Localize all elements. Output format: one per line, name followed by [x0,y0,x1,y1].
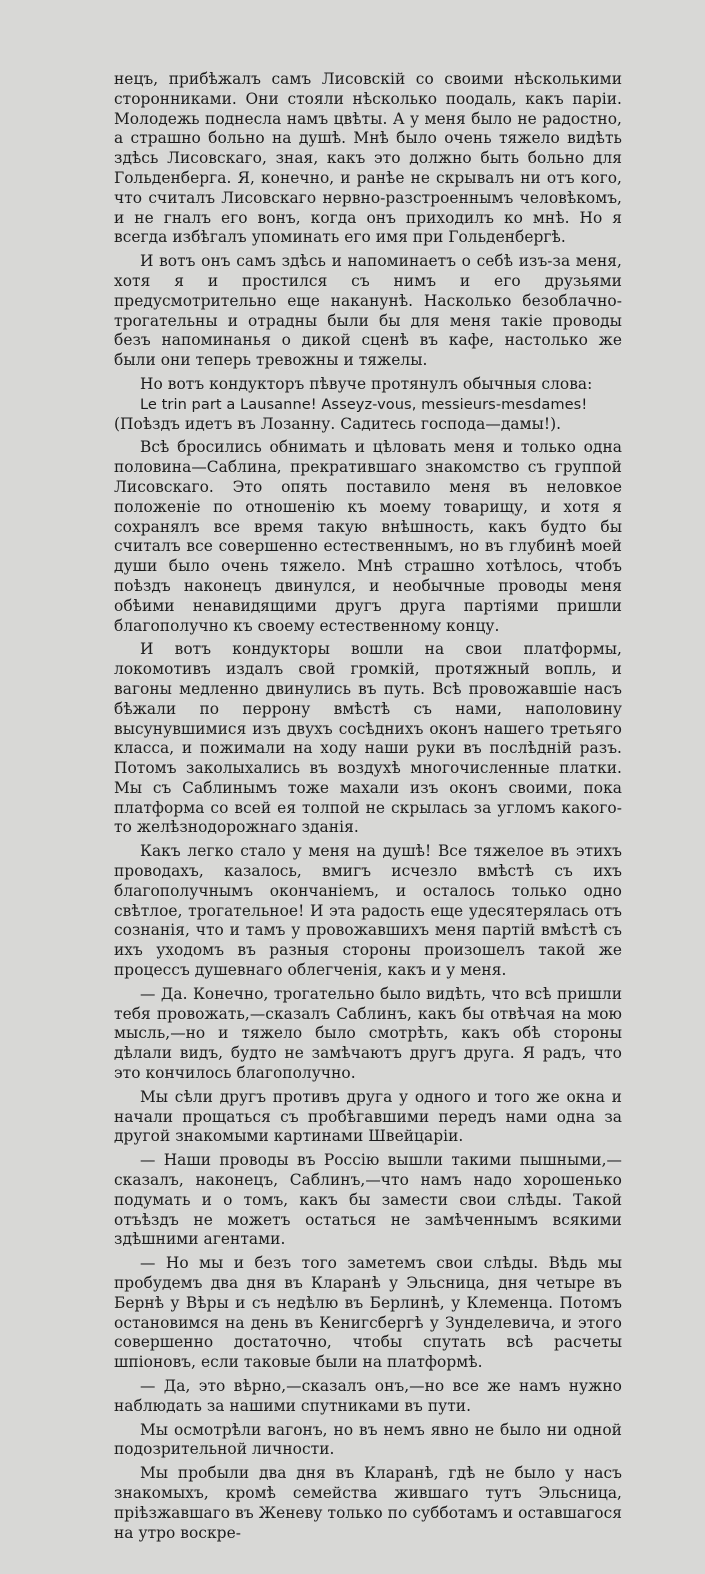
paragraph: Мы осмотрѣли вагонъ, но въ немъ явно не было ни одной подозрительной личности. [114,1420,622,1459]
page-text [114,70,622,1547]
paragraph: Мы пробыли два дня въ Кларанѣ, гдѣ не было у насъ знакомыхъ, кромѣ семейства жившаго тутъ Эльсница, пріѣзжавшаго въ Женеву только по субботамъ и оставшагося на утро воскре- [114,1464,622,1542]
translation-line: (Поѣздъ идетъ въ Лозанну. Садитесь господа—дамы!). [114,414,562,433]
paragraph: Какъ легко стало у меня на душѣ! Все тяжелое въ этихъ проводахъ, казалось, вмигъ исчезло вмѣстѣ съ ихъ благополучнымъ окончаніемъ, и осталось только одно свѣтлое, трогательное! И эта радость еще удесятерялась отъ сознанія, что и тамъ у провожавшихъ меня партій вмѣстѣ съ ихъ уходомъ въ разныя стороны произошелъ такой же процессъ душевнаго облегченія, какъ и у меня. [114,842,622,980]
paragraph: — Да, это вѣрно,—сказалъ онъ,—но все же намъ нужно наблюдать за нашими спутниками въ пути. [114,1377,622,1415]
paragraph: Мы сѣли другъ противъ друга у одного и того же окна и начали прощаться съ пробѣгавшими передъ нами одна за другой знакомыми картинами Швейцаріи. [114,1087,622,1146]
paragraph: нецъ, прибѣжалъ самъ Лисовскій со своими нѣсколькими сторонниками. Они стояли нѣсколько поодаль, какъ паріи. Молодежь поднесла намъ цвѣты. А у меня было не радостно, а страшно больно на душѣ. Мнѣ было очень тяжело видѣть здѣсь Лисовскаго, зная, какъ это должно быть больно для Гольденберга. Я, конечно, и ранѣе не скрывалъ ни отъ кого, что считалъ Лисовскаго нервно-разстроеннымъ человѣкомъ, и не гналъ его вонъ, когда онъ приходилъ ко мнѣ. Но я всегда избѣгалъ упоминать его имя при Гольденбергѣ. [114,70,622,247]
paragraph: Но вотъ кондукторъ пѣвуче протянулъ обычныя слова: [140,374,593,393]
paragraph: — Да. Конечно, трогательно было видѣть, что всѣ пришли тебя провожать,—сказалъ Саблинъ, какъ бы отвѣчая на мою мысль,—но и тяжело было смотрѣть, какъ обѣ стороны дѣлали видъ, будто не замѣчаютъ другъ друга. Я радъ, что это кончилось благополучно. [114,984,622,1083]
french-quote: Le trin part a Lausanne! Asseyz-vous, messieurs-mesdames! [140,395,588,413]
paragraph: — Наши проводы въ Россію вышли такими пышными,—сказалъ, наконецъ, Саблинъ,—что намъ надо хорошенько подумать и о томъ, какъ бы замести свои слѣды. Такой отъѣздъ не можетъ остаться не замѣченнымъ всякими здѣшними агентами. [114,1151,622,1249]
paragraph: Всѣ бросились обнимать и цѣловать меня и только одна половина—Саблина, прекратившаго знакомство съ группой Лисовскаго. Это опять поставило меня въ неловкое положеніе по отношенію къ моему товарищу, и хотя я сохранялъ все время такую внѣшность, какъ будто бы считалъ все совершенно естественнымъ, но въ глубинѣ моей души было очень тяжело. Мнѣ страшно хотѣлось, чтобъ поѣздъ наконецъ двинулся, и необычные проводы меня обѣими ненавидящими другъ друга партіями пришли благополучно къ своему естественному концу. [114,438,622,635]
paragraph: И вотъ кондукторы вошли на свои платформы, локомотивъ издалъ свой громкій, протяжный вопль, и вагоны медленно двинулись въ путь. Всѣ провожавшіе насъ бѣжали по перрону вмѣстѣ съ нами, наполовину высунувшимися изъ двухъ сосѣднихъ оконъ нашего третьяго класса, и пожимали на ходу наши руки въ послѣдній разъ. Потомъ заколыхались въ воздухѣ многочисленные платки. Мы съ Саблинымъ тоже махали изъ оконъ своими, пока платформа со всей ея толпой не скрылась за угломъ какого-то желѣзнодорожнаго зданія. [114,640,622,837]
paragraph: — Но мы и безъ того заметемъ свои слѣды. Вѣдь мы пробудемъ два дня въ Кларанѣ у Эльсница, дня четыре въ Бернѣ у Вѣры и съ недѣлю въ Берлинѣ, у Клеменца. Потомъ остановимся на день въ Кенигсбергѣ у Зунделевича, и этого совершенно достаточно, чтобы спутать всѣ расчеты шпіоновъ, если таковые были на платформѣ. [114,1254,622,1372]
paragraph: И вотъ онъ самъ здѣсь и напоминаетъ о себѣ изъ-за меня, хотя я и простился съ нимъ и его друзьями предусмотрительно еще наканунѣ. Насколько безоблачно-трогательны и отрадны были бы для меня такіе проводы безъ напоминанья о дикой сценѣ въ кафе, настолько же были они теперь тревожны и тяжелы. [114,252,622,370]
